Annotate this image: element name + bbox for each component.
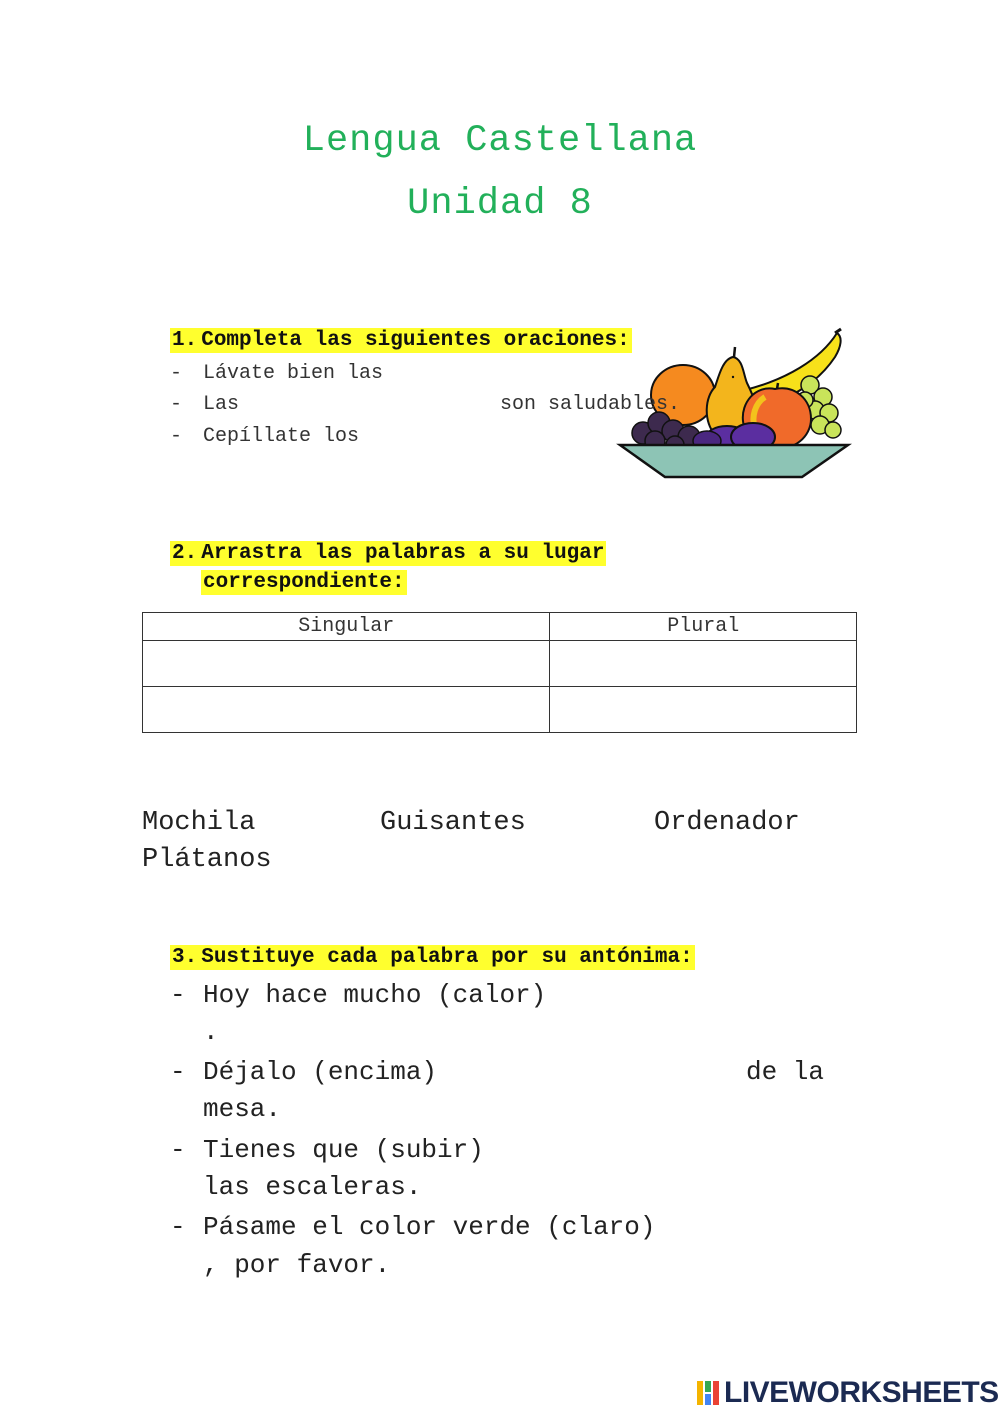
section2-heading: [170, 540, 606, 568]
section3-item-2-text: Déjalo (encima): [203, 1057, 438, 1087]
section3-title: Sustituye cada palabra por su antónima:: [201, 946, 693, 969]
page-subtitle: Unidad 8: [407, 183, 593, 225]
section3-item-1-text: Hoy hace mucho (calor): [203, 980, 547, 1010]
dash: -: [170, 1057, 186, 1087]
section3-item-4-cont: , por favor.: [203, 1250, 391, 1280]
section1-item-2: [170, 393, 182, 416]
section2-title-line1: Arrastra las palabras a su lugar: [201, 542, 605, 565]
section2-heading-cont: [201, 569, 407, 597]
dash: -: [170, 980, 186, 1010]
drop-cell[interactable]: [550, 687, 857, 733]
section1-heading: [170, 327, 632, 355]
section3-item-1-cont: .: [203, 1017, 219, 1047]
column-header-plural: Plural: [550, 613, 857, 641]
drop-cell[interactable]: [550, 641, 857, 687]
dash: -: [170, 425, 183, 448]
section1-number: 1.: [172, 329, 198, 352]
section3-item-2-cont: mesa.: [203, 1094, 282, 1124]
section3-heading: [170, 944, 695, 972]
section1-item-3: [170, 425, 182, 448]
draggable-word[interactable]: Ordenador: [654, 808, 800, 838]
section1-item-1: [170, 362, 182, 385]
section1-item-1-text: Lávate bien las: [203, 362, 384, 385]
section2-title-line2: correspondiente:: [203, 571, 405, 594]
section3-number: 3.: [172, 946, 198, 969]
dash: -: [170, 362, 183, 385]
section1-item-3-text: Cepíllate los: [203, 425, 360, 448]
section3-item-2-end: de la: [746, 1057, 825, 1087]
section2-number: 2.: [172, 542, 198, 565]
draggable-word[interactable]: Guisantes: [380, 808, 526, 838]
column-header-singular: Singular: [143, 613, 550, 641]
liveworksheets-logo-icon: [697, 1381, 719, 1405]
dash: -: [170, 1212, 186, 1242]
liveworksheets-logo: LIVEWORKSHEETS: [724, 1376, 999, 1409]
drop-cell[interactable]: [143, 687, 550, 733]
dash: -: [170, 1135, 186, 1165]
section1-title: Completa las siguientes oraciones:: [201, 329, 630, 352]
draggable-word[interactable]: Mochila: [142, 808, 256, 838]
drop-cell[interactable]: [143, 641, 550, 687]
section1-item-2-text: Las: [203, 393, 240, 416]
singular-plural-table: [142, 612, 857, 733]
section3-item-3-cont: las escaleras.: [203, 1172, 422, 1202]
section3-item-4-text: Pásame el color verde (claro): [203, 1212, 656, 1242]
section3-item-3-text: Tienes que (subir): [203, 1135, 484, 1165]
section1-item-2-end: son saludables.: [500, 393, 681, 416]
page-title: Lengua Castellana: [302, 120, 698, 162]
draggable-word[interactable]: Plátanos: [142, 845, 272, 875]
dash: -: [170, 393, 183, 416]
